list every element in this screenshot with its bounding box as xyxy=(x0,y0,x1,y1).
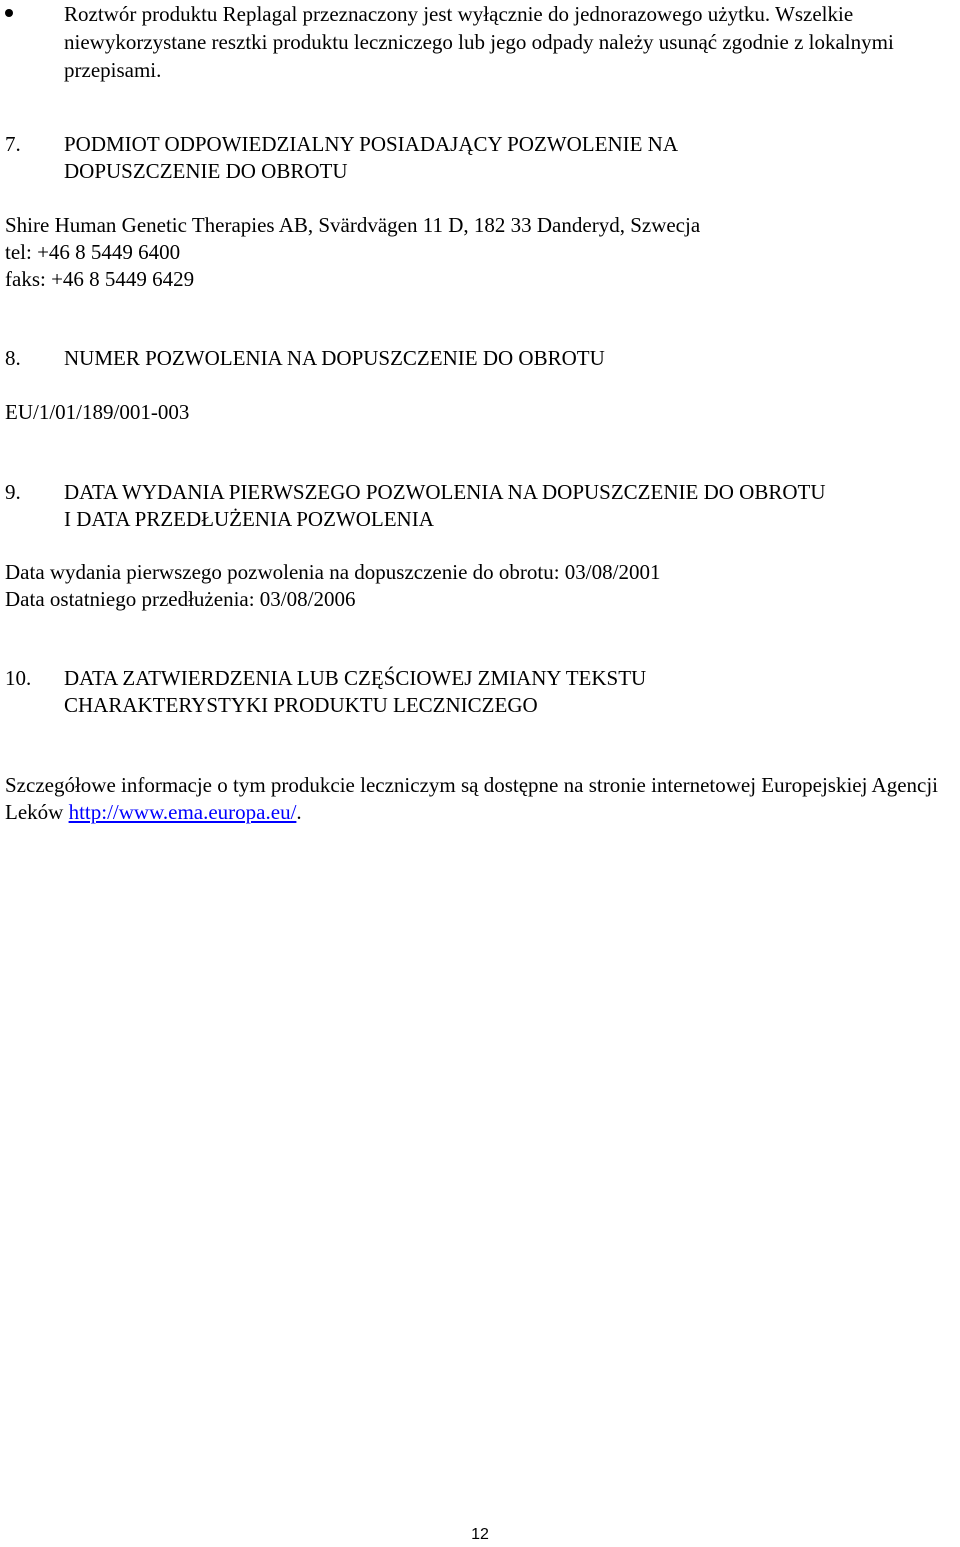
section-7-title-line2: DOPUSZCZENIE DO OBROTU xyxy=(64,159,348,183)
ema-website-link[interactable]: http://www.ema.europa.eu/ xyxy=(68,800,297,824)
first-authorisation-date: Data wydania pierwszego pozwolenia na dopuszczenie do obrotu: 03/08/2001 xyxy=(5,560,661,584)
disposal-text: Roztwór produktu Replagal przeznaczony jest wyłącznie do jednorazowego użytku. Wszelkie niewykorzystane resztki produktu leczniczego lub jego odpady należy usunąć zgodnie z lokalnymi przepisami. xyxy=(64,2,894,82)
section-9-heading xyxy=(5,479,960,533)
section-7-heading xyxy=(5,131,960,185)
section-8-title: NUMER POZWOLENIA NA DOPUSZCZENIE DO OBROTU xyxy=(64,346,605,370)
marketing-holder-tel: tel: +46 8 5449 6400 xyxy=(5,240,181,264)
section-7-title-line1: PODMIOT ODPOWIEDZIALNY POSIADAJĄCY POZWOLENIE NA xyxy=(64,132,679,156)
last-renewal-date: Data ostatniego przedłużenia: 03/08/2006 xyxy=(5,587,356,611)
section-10-number: 10. xyxy=(5,666,32,690)
marketing-holder-address: Shire Human Genetic Therapies AB, Svärdvägen 11 D, 182 33 Danderyd, Szwecja xyxy=(5,213,701,237)
section-8-number: 8. xyxy=(5,346,21,370)
section-9-number: 9. xyxy=(5,480,21,504)
section-7-number: 7. xyxy=(5,132,21,156)
ema-info-period: . xyxy=(296,800,302,824)
authorisation-number: EU/1/01/189/001-003 xyxy=(5,400,190,424)
ema-info-paragraph xyxy=(5,772,960,826)
section-10-heading xyxy=(5,665,960,719)
section-10-title-line1: DATA ZATWIERDZENIA LUB CZĘŚCIOWEJ ZMIANY TEKSTU xyxy=(64,666,647,690)
ema-info-text: Szczegółowe informacje o tym produkcie leczniczym są dostępne na stronie internetowej Europejskiej Agencji Leków xyxy=(5,773,939,824)
section-8-heading xyxy=(5,345,960,372)
section-9-title-line2: I DATA PRZEDŁUŻENIA POZWOLENIA xyxy=(64,507,434,531)
section-9-title-line1: DATA WYDANIA PIERWSZEGO POZWOLENIA NA DOPUSZCZENIE DO OBROTU xyxy=(64,480,826,504)
bullet-dot-icon xyxy=(5,9,13,17)
marketing-holder-fax: faks: +46 8 5449 6429 xyxy=(5,267,195,291)
page-number: 12 xyxy=(471,1526,489,1543)
section-10-title-line2: CHARAKTERYSTYKI PRODUKTU LECZNICZEGO xyxy=(64,693,538,717)
